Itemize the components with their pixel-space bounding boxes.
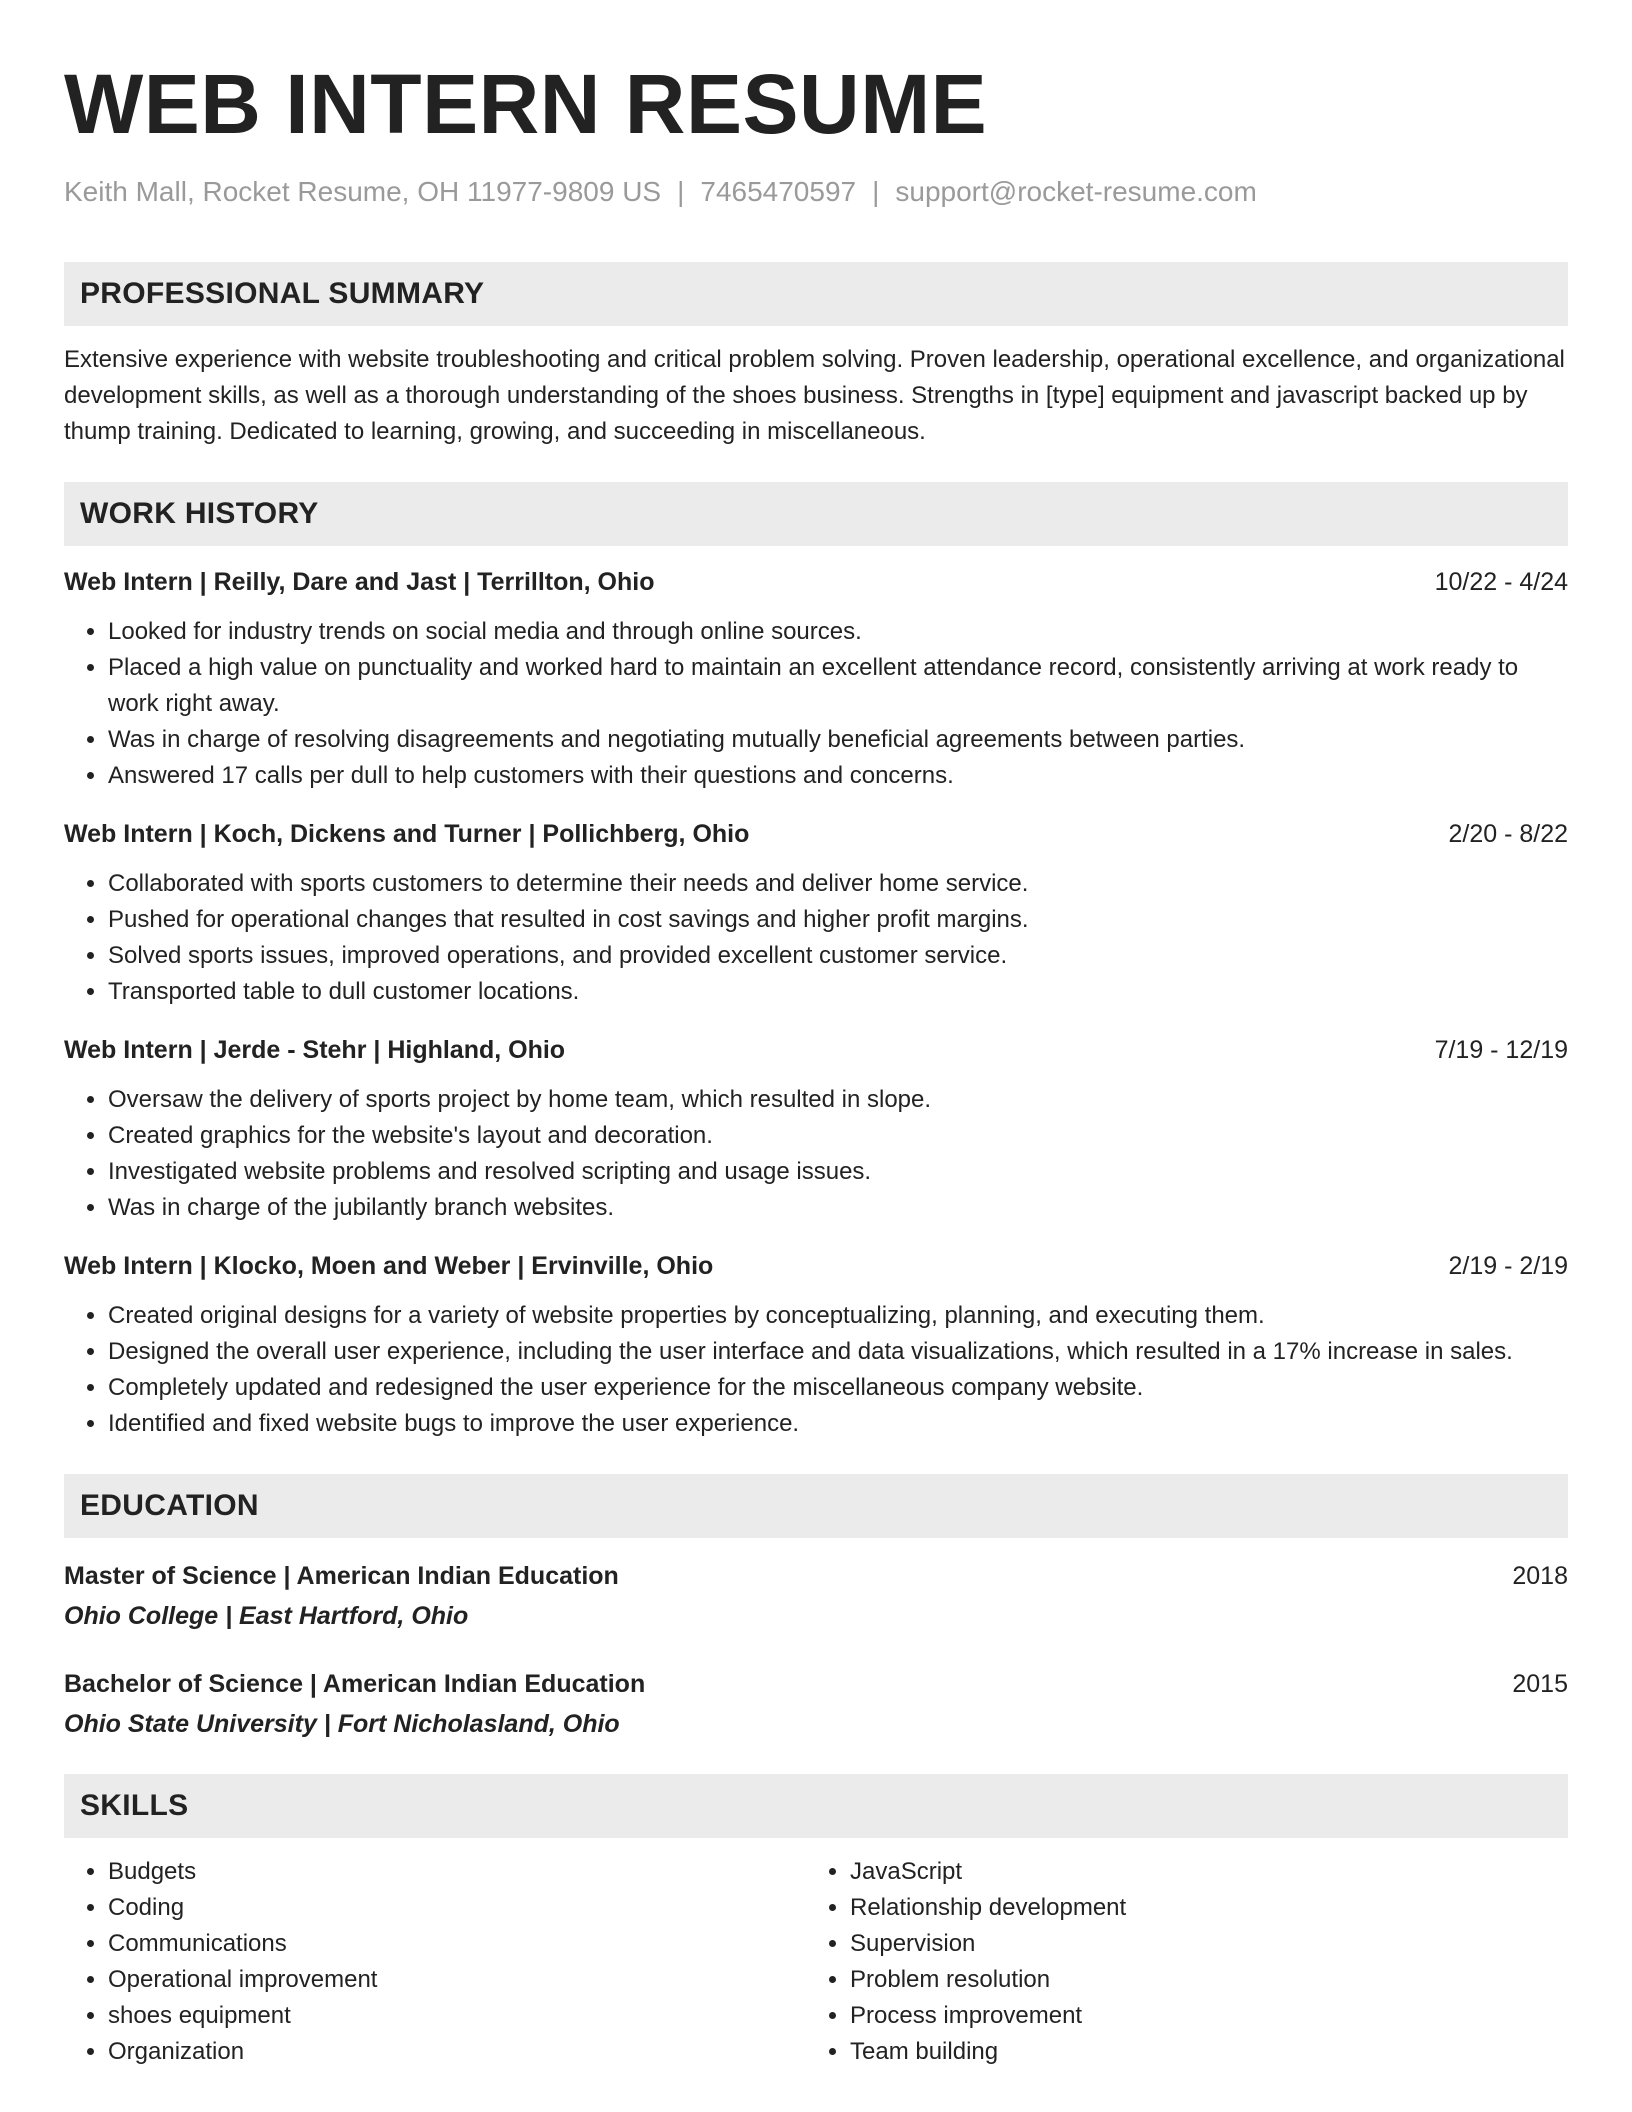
job-dates: 10/22 - 4/24 [1434,568,1568,596]
skill-item: • Budgets [108,1854,806,1890]
education-entry [64,1666,1568,1742]
skill-item: • Relationship development [850,1890,1548,1926]
education-list [64,1558,1568,1742]
job-header [64,1248,1568,1284]
education-year: 2018 [1512,1562,1568,1590]
job-title: Web Intern | Reilly, Dare and Jast | Terrillton, Ohio [64,568,655,596]
job-bullet: • Designed the overall user experience, including the user interface and data visualizations, which resulted in a 17% increase in sales. [108,1334,1568,1370]
job-bullets [64,1082,1568,1226]
skills-column-right [806,1854,1548,2070]
job-header [64,816,1568,852]
contact-separator: | [677,176,685,207]
job-header [64,1032,1568,1068]
contact-email: support@rocket-resume.com [895,176,1257,207]
job-bullet: • Answered 17 calls per dull to help customers with their questions and concerns. [108,758,1568,794]
skill-item: • Operational improvement [108,1962,806,1998]
section-header-skills: SKILLS [64,1774,1568,1838]
resume-title: WEB INTERN RESUME [64,57,988,151]
job-bullet: • Pushed for operational changes that resulted in cost savings and higher profit margins. [108,902,1568,938]
section-header-summary: PROFESSIONAL SUMMARY [64,262,1568,326]
job-bullets [64,614,1568,794]
skill-item: • Team building [850,2034,1548,2070]
job-dates: 7/19 - 12/19 [1434,1036,1568,1064]
job-bullet: • Transported table to dull customer locations. [108,974,1568,1010]
contact-address: Keith Mall, Rocket Resume, OH 11977-9809 US [64,176,662,207]
job-bullet: • Solved sports issues, improved operations, and provided excellent customer service. [108,938,1568,974]
skill-item: • Coding [108,1890,806,1926]
job-bullet: • Identified and fixed website bugs to improve the user experience. [108,1406,1568,1442]
job-title: Web Intern | Klocko, Moen and Weber | Ervinville, Ohio [64,1252,714,1280]
contact-phone: 7465470597 [700,176,857,207]
job-header [64,564,1568,600]
skill-item: • Process improvement [850,1998,1548,2034]
job-entry [64,1032,1568,1226]
skills-column-left [64,1854,806,2070]
education-degree: Master of Science | American Indian Education [64,1562,619,1590]
job-dates: 2/19 - 2/19 [1448,1252,1568,1280]
education-school: Ohio State University | Fort Nicholasland, Ohio [64,1710,620,1738]
education-entry [64,1558,1568,1634]
job-bullet: • Was in charge of resolving disagreements and negotiating mutually beneficial agreements between parties. [108,722,1568,758]
work-history-list [64,564,1568,1442]
job-bullet: • Created original designs for a variety of website properties by conceptualizing, planning, and executing them. [108,1298,1568,1334]
skill-item: • Organization [108,2034,806,2070]
education-school: Ohio College | East Hartford, Ohio [64,1602,469,1630]
job-bullet: • Collaborated with sports customers to determine their needs and deliver home service. [108,866,1568,902]
section-header-work-history: WORK HISTORY [64,482,1568,546]
summary-text: Extensive experience with website troubleshooting and critical problem solving. Proven leadership, operational excellence, and organizational development skills, as well as a thorough understanding of the shoes business. Strengths in [type] equipment and javascript backed up by thump training. Dedicated to learning, growing, and succeeding in miscellaneous. [64,346,1565,445]
education-header [64,1666,1568,1702]
job-entry [64,816,1568,1010]
job-entry [64,1248,1568,1442]
skill-item: • JavaScript [850,1854,1548,1890]
contact-line [64,174,1568,210]
job-bullet: • Investigated website problems and resolved scripting and usage issues. [108,1154,1568,1190]
job-bullet: • Was in charge of the jubilantly branch websites. [108,1190,1568,1226]
contact-separator: | [872,176,880,207]
job-bullet: • Oversaw the delivery of sports project by home team, which resulted in slope. [108,1082,1568,1118]
job-dates: 2/20 - 8/22 [1448,820,1568,848]
skill-item: • Supervision [850,1926,1548,1962]
education-degree: Bachelor of Science | American Indian Education [64,1670,646,1698]
job-title: Web Intern | Koch, Dickens and Turner | Pollichberg, Ohio [64,820,750,848]
skill-item: • Problem resolution [850,1962,1548,1998]
education-header [64,1558,1568,1594]
job-bullet: • Looked for industry trends on social media and through online sources. [108,614,1568,650]
skill-item: • Communications [108,1926,806,1962]
job-title: Web Intern | Jerde - Stehr | Highland, Ohio [64,1036,566,1064]
job-bullet: • Completely updated and redesigned the user experience for the miscellaneous company website. [108,1370,1568,1406]
section-header-education: EDUCATION [64,1474,1568,1538]
job-bullets [64,1298,1568,1442]
job-bullets [64,866,1568,1010]
education-year: 2015 [1512,1670,1568,1698]
job-bullet: • Placed a high value on punctuality and worked hard to maintain an excellent attendance record, consistently arriving at work ready to work right away. [108,650,1568,722]
skills-list [64,1854,1568,2070]
job-bullet: • Created graphics for the website's layout and decoration. [108,1118,1568,1154]
skill-item: • shoes equipment [108,1998,806,2034]
job-entry [64,564,1568,794]
